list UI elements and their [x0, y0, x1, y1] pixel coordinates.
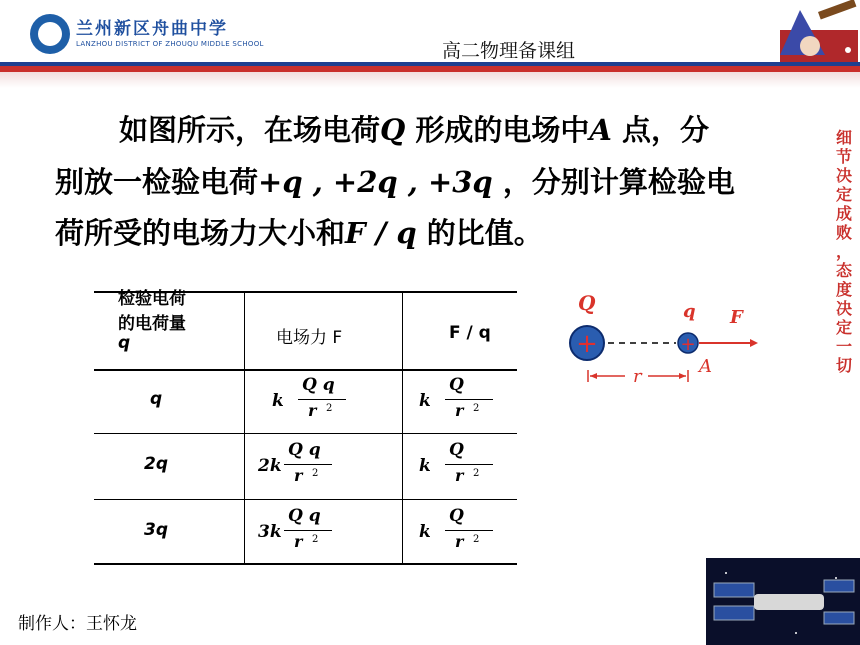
fraction-bar: [284, 464, 332, 465]
problem-text: 如图所示，在场电荷: [119, 113, 381, 147]
header-text: q: [118, 333, 131, 353]
symbol-Q: Q: [380, 113, 406, 147]
school-name: 兰州新区舟曲中学: [76, 19, 228, 39]
motto-char: 定: [835, 318, 852, 337]
numerator: Q q: [288, 440, 321, 460]
coefficient: 3k: [258, 522, 282, 542]
problem-text: 荷所受的电场力大小和: [55, 216, 346, 250]
denominator: r: [455, 401, 464, 420]
coefficient: k: [272, 391, 284, 411]
table-rule: [94, 369, 517, 371]
label-F: F: [730, 307, 743, 328]
school-logo-emblem: [38, 22, 62, 46]
header-text: 的电荷量: [118, 314, 186, 334]
fraction-bar: [445, 399, 493, 400]
motto-char: 切: [835, 356, 852, 375]
header-stripe-fade: [0, 72, 860, 88]
problem-line-1: [119, 108, 709, 149]
problem-line-2: [55, 160, 735, 201]
exponent: 2: [326, 403, 333, 414]
cell-ratio: [419, 508, 489, 556]
arrow-head: [679, 373, 686, 379]
cell-force: [272, 377, 342, 425]
denominator: r: [455, 466, 464, 485]
motto-char: 度: [835, 280, 852, 299]
motto-char: 细: [835, 128, 852, 147]
exponent: 2: [312, 534, 319, 545]
motto-char: 一: [835, 337, 852, 356]
cell-charge: q: [150, 389, 163, 409]
group-title: 高二物理备课组: [442, 40, 576, 62]
exponent: 2: [473, 534, 480, 545]
fraction-bar: [284, 530, 332, 531]
ratio-F-over-q: F / q: [345, 216, 417, 250]
coefficient: k: [419, 391, 431, 411]
space-station-icon: [706, 558, 860, 645]
charge-3: +3q: [427, 165, 493, 199]
problem-text: 形成的电场中: [405, 113, 590, 147]
label-Q: Q: [578, 291, 596, 315]
motto-char: 定: [835, 185, 852, 204]
table-divider: [402, 291, 403, 565]
charge-2: +2q: [332, 165, 398, 199]
numerator: Q: [449, 375, 464, 395]
charge-1: +q: [258, 165, 303, 199]
header-force: 电场力 F: [276, 328, 343, 348]
motto-char: 决: [835, 166, 852, 185]
motto-vertical: [833, 128, 855, 375]
separator: ,: [302, 165, 333, 199]
fraction-bar: [298, 399, 346, 400]
plus-sign: +: [576, 329, 598, 359]
separator: ,: [397, 165, 428, 199]
cell-ratio: [419, 377, 489, 425]
margin: [0, 500, 3, 600]
numerator: Q: [449, 440, 464, 460]
cell-force: [258, 442, 328, 490]
numerator: Q: [449, 506, 464, 526]
motto-char: ，: [835, 242, 852, 261]
numerator: Q q: [288, 506, 321, 526]
fraction-bar: [445, 530, 493, 531]
motto-char: 节: [835, 147, 852, 166]
problem-text: 别放一检验电荷: [55, 165, 259, 199]
cell-charge: 2q: [144, 454, 168, 474]
exponent: 2: [312, 468, 319, 479]
header-ratio: F / q: [449, 323, 491, 343]
cell-ratio: [419, 442, 489, 490]
coefficient: k: [419, 456, 431, 476]
numerator: Q q: [302, 375, 335, 395]
arrow-head: [750, 339, 758, 347]
coefficient: 2k: [258, 456, 282, 476]
denominator: r: [294, 466, 303, 485]
fraction-bar: [445, 464, 493, 465]
header-text: 检验电荷: [118, 289, 186, 309]
plus-sign: +: [680, 334, 696, 355]
coefficient: k: [419, 522, 431, 542]
denominator: r: [294, 532, 303, 551]
exponent: 2: [473, 403, 480, 414]
label-q: q: [683, 301, 696, 322]
label-r: r: [633, 366, 642, 387]
motto-char: 决: [835, 299, 852, 318]
motto-char: 态: [835, 261, 852, 280]
symbol-A: A: [589, 113, 612, 147]
problem-line-3: [55, 211, 543, 252]
author-credit: 制作人：王怀龙: [18, 614, 137, 634]
school-name-en: LANZHOU DISTRICT OF ZHOUQU MIDDLE SCHOOL: [76, 40, 264, 48]
charge-diagram: [560, 290, 780, 390]
cell-charge: 3q: [144, 520, 168, 540]
denominator: r: [455, 532, 464, 551]
problem-text: 点，分: [611, 113, 710, 147]
exponent: 2: [473, 468, 480, 479]
table-rule: [94, 433, 517, 434]
motto-char: 成: [835, 204, 852, 223]
table-divider: [244, 291, 245, 565]
arrow-head: [590, 373, 597, 379]
table-rule: [94, 499, 517, 500]
label-A: A: [699, 356, 712, 377]
header-charge: [118, 287, 186, 356]
problem-text: 的比值。: [416, 216, 543, 250]
table-rule: [94, 563, 517, 565]
problem-text: ，分别计算检验电: [492, 165, 735, 199]
denominator: r: [308, 401, 317, 420]
motto-char: 败: [835, 223, 852, 242]
data-table: [94, 291, 517, 566]
cell-force: [258, 508, 328, 556]
